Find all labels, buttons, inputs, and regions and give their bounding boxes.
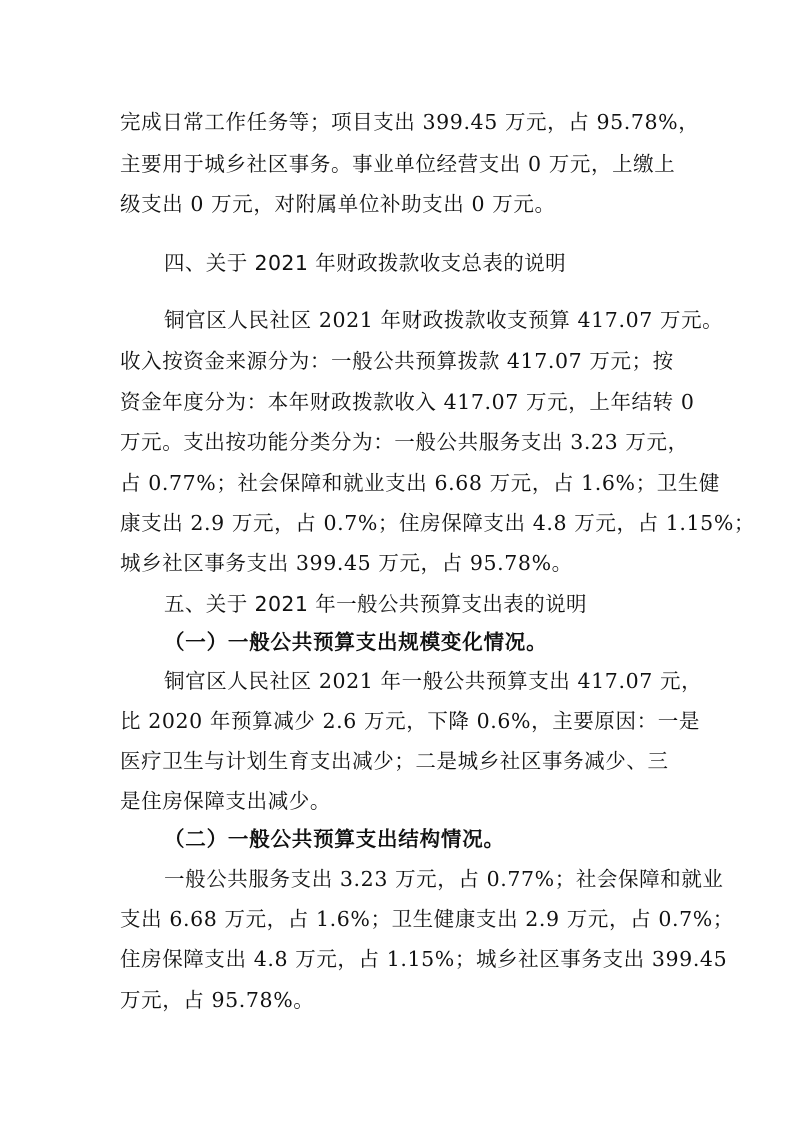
section-heading-4: 四、关于 2021 年财政拨款收支总表的说明 <box>164 251 567 275</box>
paragraph-line: 铜官区人民社区 2021 年财政拨款收支预算 417.07 万元。 <box>164 308 724 332</box>
subsection-heading-1: （一）一般公共预算支出规模变化情况。 <box>164 630 548 654</box>
paragraph-line: 万元。支出按功能分类分为：一般公共服务支出 3.23 万元， <box>120 430 689 454</box>
paragraph-line: 收入按资金来源分为：一般公共预算拨款 417.07 万元；按 <box>120 349 674 373</box>
paragraph-line: 医疗卫生与计划生育支出减少；二是城乡社区事务减少、三 <box>120 749 669 773</box>
paragraph-line: 支出 6.68 万元，占 1.6%；卫生健康支出 2.9 万元，占 0.7%； <box>120 907 734 931</box>
paragraph-line: 完成日常工作任务等；项目支出 399.45 万元，占 95.78%， <box>120 110 700 134</box>
paragraph-line: 万元，占 95.78%。 <box>120 988 315 1012</box>
subsection-heading-2: （二）一般公共预算支出结构情况。 <box>164 827 505 851</box>
section-heading-5: 五、关于 2021 年一般公共预算支出表的说明 <box>164 592 587 616</box>
paragraph-line: 资金年度分为：本年财政拨款收入 417.07 万元，上年结转 0 <box>120 390 695 414</box>
paragraph-line: 住房保障支出 4.8 万元，占 1.15%；城乡社区事务支出 399.45 <box>120 947 728 971</box>
paragraph-line: 是住房保障支出减少。 <box>120 789 331 813</box>
paragraph-line: 城乡社区事务支出 399.45 万元，占 95.78%。 <box>120 551 573 575</box>
paragraph-line: 铜官区人民社区 2021 年一般公共预算支出 417.07 元， <box>164 669 703 693</box>
paragraph-line: 比 2020 年预算减少 2.6 万元，下降 0.6%，主要原因：一是 <box>120 709 700 733</box>
paragraph-line: 级支出 0 万元，对附属单位补助支出 0 万元。 <box>120 192 556 216</box>
paragraph-line: 主要用于城乡社区事务。事业单位经营支出 0 万元，上缴上 <box>120 152 676 176</box>
paragraph-line: 占 0.77%；社会保障和就业支出 6.68 万元，占 1.6%；卫生健 <box>120 471 721 495</box>
paragraph-line: 一般公共服务支出 3.23 万元，占 0.77%；社会保障和就业 <box>164 867 724 891</box>
paragraph-line: 康支出 2.9 万元，占 0.7%；住房保障支出 4.8 万元，占 1.15%； <box>120 511 756 535</box>
